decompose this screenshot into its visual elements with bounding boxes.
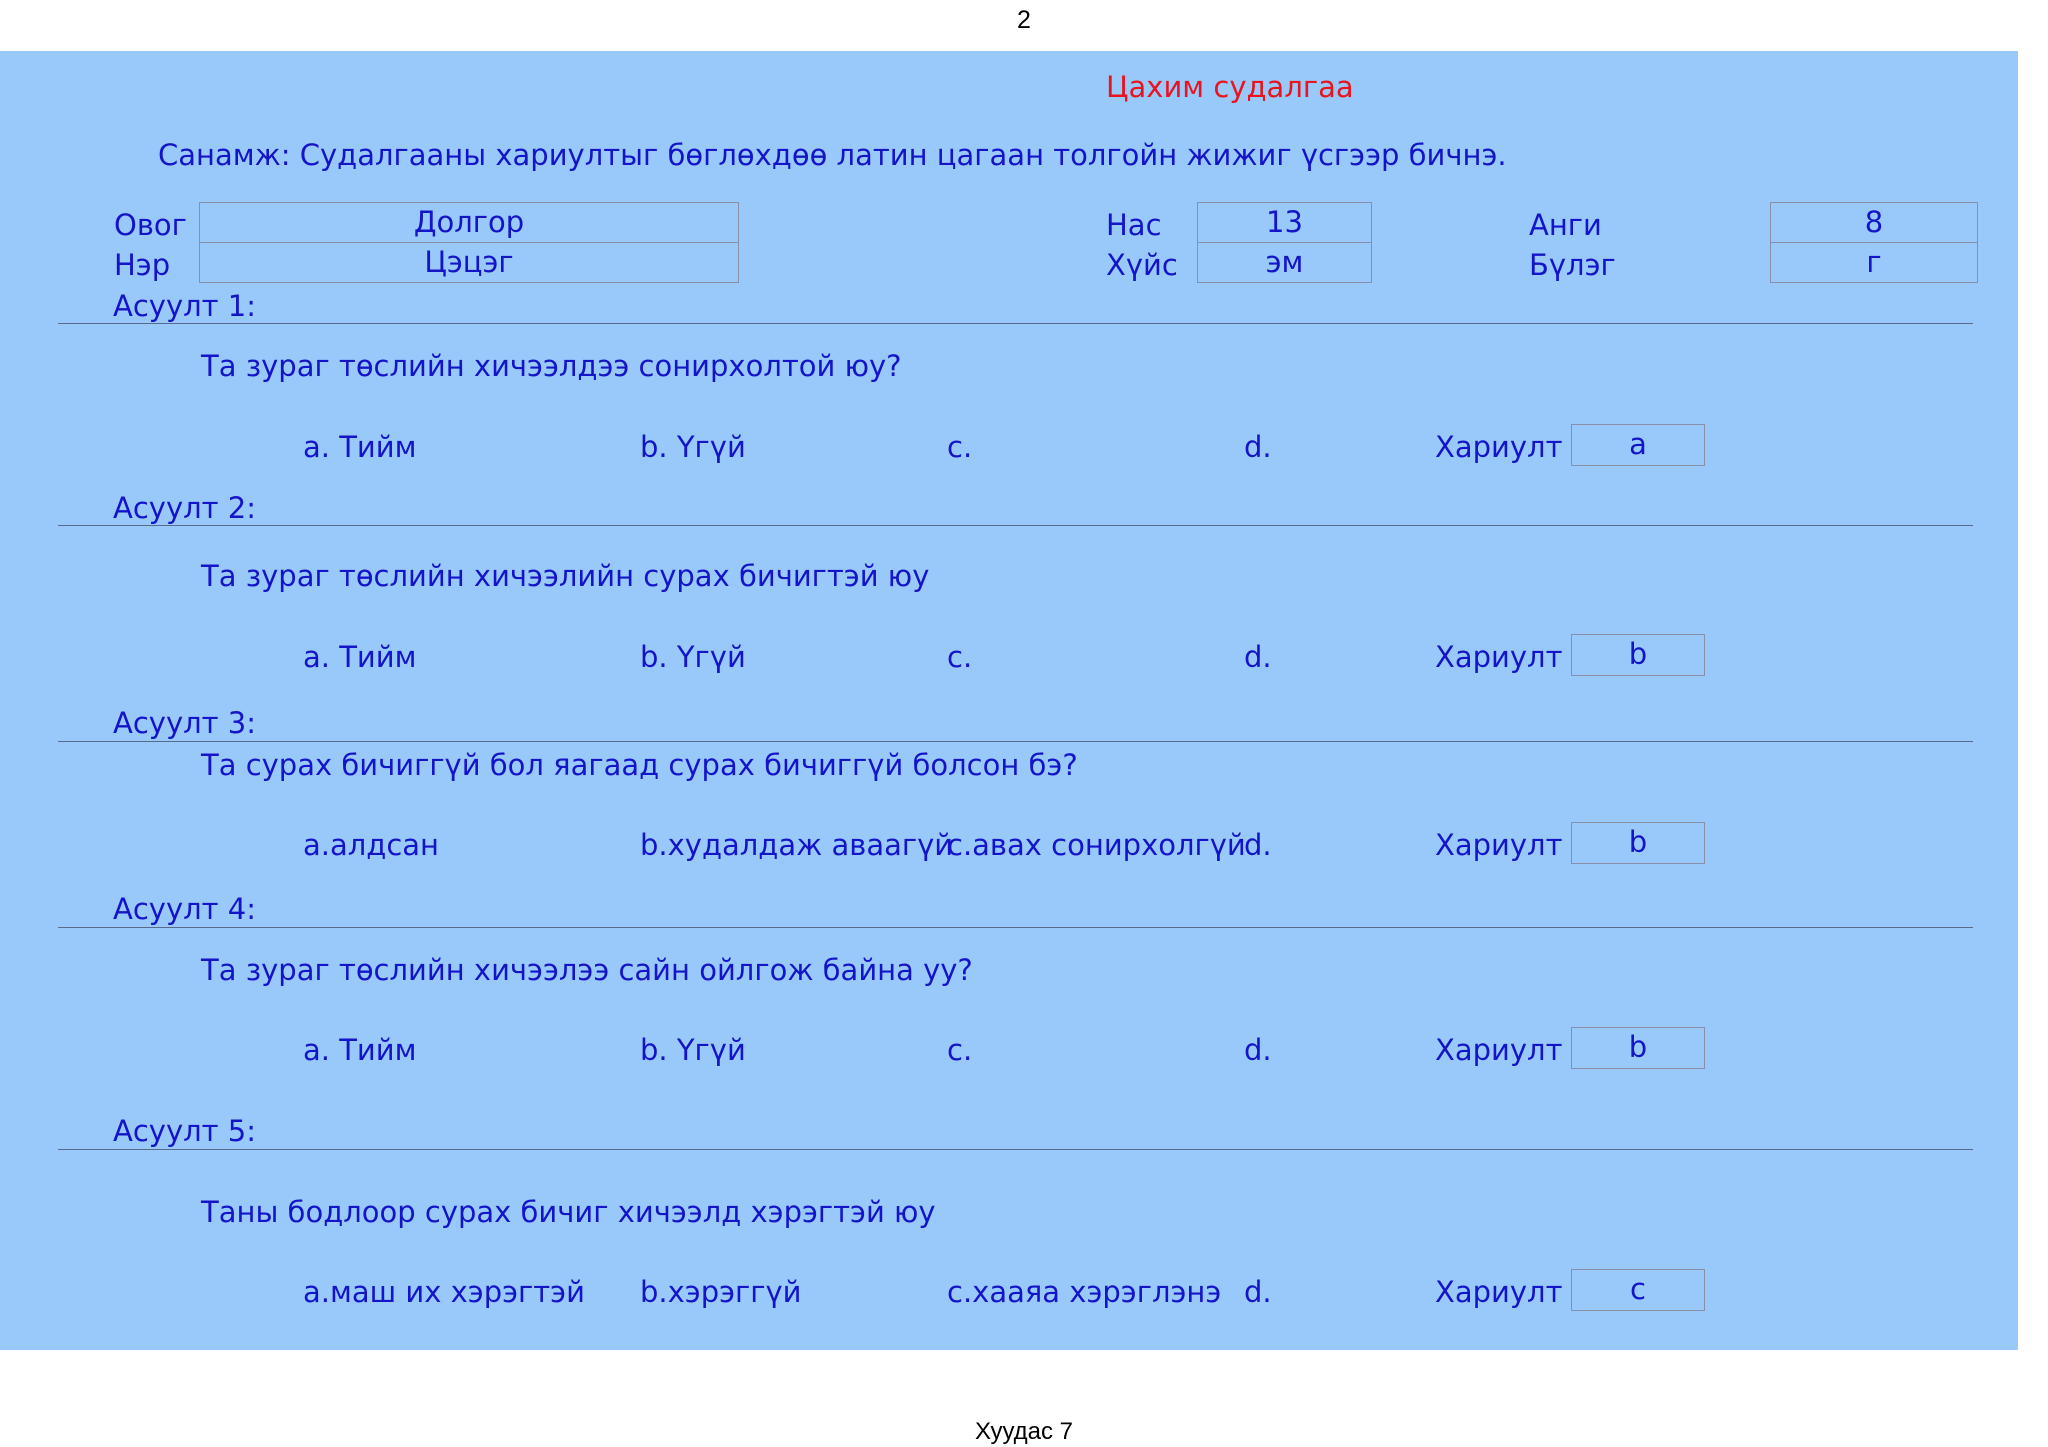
question-2-answer-label: Хариулт	[1435, 640, 1563, 674]
question-5-answer-label: Хариулт	[1435, 1275, 1563, 1309]
grade-field[interactable]: 8	[1770, 202, 1978, 243]
question-1-divider	[58, 323, 1973, 324]
question-2-text: Та зураг төслийн хичээлийн сурах бичигтэй юу	[201, 559, 930, 593]
surname-field[interactable]: Долгор	[199, 202, 739, 243]
age-field[interactable]: 13	[1197, 202, 1372, 243]
question-5-answer-field[interactable]: c	[1571, 1269, 1705, 1311]
question-4-answer-label: Хариулт	[1435, 1033, 1563, 1067]
question-1-option-c[interactable]: c.	[947, 430, 973, 464]
question-4-option-d[interactable]: d.	[1244, 1033, 1272, 1067]
question-5-text: Таны бодлоор сурах бичиг хичээлд хэрэгтэй юу	[201, 1195, 936, 1229]
question-3-option-d[interactable]: d.	[1244, 828, 1272, 862]
question-3-answer-label: Хариулт	[1435, 828, 1563, 862]
question-1-option-d[interactable]: d.	[1244, 430, 1272, 464]
question-5-option-a[interactable]: a.маш их хэрэгтэй	[303, 1275, 585, 1309]
name-label: Нэр	[114, 248, 171, 282]
question-2-option-c[interactable]: c.	[947, 640, 973, 674]
surname-label: Овог	[114, 208, 187, 242]
name-field[interactable]: Цэцэг	[199, 242, 739, 283]
question-4-option-a[interactable]: a. Тийм	[303, 1033, 417, 1067]
question-4-answer-field[interactable]: b	[1571, 1027, 1705, 1069]
page-footer: Хуудас 7	[974, 1418, 1074, 1445]
question-2-heading: Асуулт 2:	[113, 491, 256, 525]
group-field[interactable]: г	[1770, 242, 1978, 283]
question-1-answer-label: Хариулт	[1435, 430, 1563, 464]
question-1-option-a[interactable]: a. Тийм	[303, 430, 417, 464]
question-3-text: Та сурах бичиггүй бол яагаад сурах бичиггүй болсон бэ?	[201, 748, 1078, 782]
question-5-heading: Асуулт 5:	[113, 1114, 256, 1148]
group-label: Бүлэг	[1529, 248, 1616, 282]
question-2-option-b[interactable]: b. Үгүй	[640, 640, 746, 674]
question-4-heading: Асуулт 4:	[113, 892, 256, 926]
question-2-answer-field[interactable]: b	[1571, 634, 1705, 676]
question-4-option-b[interactable]: b. Үгүй	[640, 1033, 746, 1067]
form-title: Цахим судалгаа	[1106, 70, 1354, 104]
question-5-option-b[interactable]: b.хэрэггүй	[640, 1275, 802, 1309]
question-5-option-d[interactable]: d.	[1244, 1275, 1272, 1309]
gender-field[interactable]: эм	[1197, 242, 1372, 283]
question-2-option-d[interactable]: d.	[1244, 640, 1272, 674]
age-label: Нас	[1106, 208, 1162, 242]
question-4-divider	[58, 927, 1973, 928]
page-number: 2	[1017, 6, 1031, 34]
question-2-option-a[interactable]: a. Тийм	[303, 640, 417, 674]
question-1-answer-field[interactable]: a	[1571, 424, 1705, 466]
question-3-answer-field[interactable]: b	[1571, 822, 1705, 864]
gender-label: Хүйс	[1106, 248, 1178, 282]
question-1-text: Та зураг төслийн хичээлдээ сонирхолтой юу?	[201, 349, 902, 383]
question-1-option-b[interactable]: b. Үгүй	[640, 430, 746, 464]
question-1-heading: Асуулт 1:	[113, 289, 256, 323]
question-3-heading: Асуулт 3:	[113, 706, 256, 740]
question-2-divider	[58, 525, 1973, 526]
question-3-divider	[58, 741, 1973, 742]
question-3-option-a[interactable]: a.алдсан	[303, 828, 440, 862]
question-3-option-b[interactable]: b.худалдаж аваагүй	[640, 828, 954, 862]
question-5-option-c[interactable]: c.хааяа хэрэглэнэ	[947, 1275, 1222, 1309]
question-3-option-c[interactable]: c.авах сонирхолгүй	[947, 828, 1246, 862]
form-note: Санамж: Судалгааны хариултыг бөглөхдөө латин цагаан толгойн жижиг үсгээр бичнэ.	[158, 138, 1507, 172]
grade-label: Анги	[1529, 208, 1602, 242]
question-5-divider	[58, 1149, 1973, 1150]
survey-form	[0, 51, 2018, 1350]
question-4-text: Та зураг төслийн хичээлээ сайн ойлгож байна уу?	[201, 953, 973, 987]
question-4-option-c[interactable]: c.	[947, 1033, 973, 1067]
